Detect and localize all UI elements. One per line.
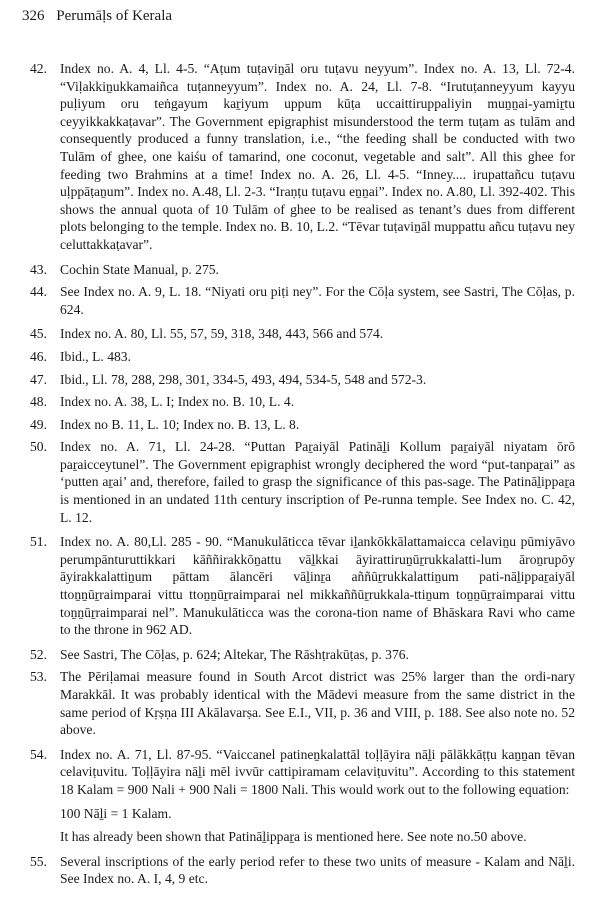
endnote-item: [30, 348, 575, 366]
endnote-text: Index no. A. 80,Ll. 285 - 90. “Manukulāticca tēvar iḻankōkkālattamaicca celaviṉu pūmiyāvo perumpānturuttikkari kāññirakkōṉattu vāḻkkai āyirattiruṉūṟrukkalatti-lum āroṉrupōy āyirakkalattiṉum pāttam ālancēri vāḻinṟa aññūṟrukkalattiṉum pati-nāḻippaṟaiyāl ttoṉṉūṟraimparai vittu ttoṉṉūṟraimparai nel mikkaññūṟrukkala-ttiṉum toṉṉūṟraimparai vittu toṉṉūṟraimparai nel”. Manukulāticca was the corona-tion name of Bhāskara Ravi who came to the throne in 962 AD.: [60, 534, 575, 638]
endnote-text: Ibid., L. 483.: [60, 348, 131, 364]
running-title: Perumāḷs of Kerala: [56, 8, 173, 24]
endnote-item: [30, 533, 575, 639]
endnote-item: [30, 393, 575, 411]
endnote-text: Index no. A. 38, L. I; Index no. B. 10, L. 4.: [60, 394, 295, 410]
endnote-item: [30, 668, 575, 738]
page-number: 326: [22, 8, 45, 24]
endnote-text: See Sastri, The Cōḷas, p. 624; Altekar, The Rāshṭrakūṭas, p. 376.: [60, 646, 409, 662]
endnote-text: Index no B. 11, L. 10; Index no. B. 13, L. 8.: [60, 416, 300, 432]
endnote-text: It has already been shown that Patināḻippaṟa is mentioned here. See note no.50 above.: [60, 829, 527, 845]
endnote-item: [30, 746, 575, 846]
endnote-text: Index no. A. 71, Ll. 24-28. “Puttan Paṟaiyāl Patināḻi Kollum paṟaiyāl niyatam ōrō paṟaicceytunel”. The Government epigraphist wrongly deciphered the word “put-tanpaṟai” as ‘putten aṟai’ and, therefore, failed to grasp the significance of this pas-sage. The Patināḻippaṟa is mentioned in an undated 11th century inscription of Pe-runna temple. See Index no. C. 42, L. 12.: [60, 439, 575, 525]
endnote-number: 49.: [30, 416, 47, 432]
endnote-item: [30, 416, 575, 434]
endnotes-list: [30, 60, 575, 895]
endnote-text: Several inscriptions of the early period refer to these two units of measure - Kalam and Nāḻi. See Index no. A. I, 4, 9 etc.: [60, 853, 575, 887]
endnote-text: Index no. A. 71, Ll. 87-95. “Vaiccanel patineṉkalattāl toḷḷāyira nāḻi pālākkāṭṭu kaṉṉan tēvan celaviṭuvitu. Toḷḷāyira nāḻi mēl ivvūr cattipiramam celaviṭuvitu”. According to this statement 18 Kalam = 900 Nali + 900 Nali = 1800 Nali. This would work out to the following equation:: [60, 746, 575, 797]
endnote-text: Ibid., Ll. 78, 288, 298, 301, 334-5, 493, 494, 534-5, 548 and 572-3.: [60, 371, 427, 387]
endnote-number: 52.: [30, 646, 47, 662]
endnote-text: See Index no. A. 9, L. 18. “Niyati oru piṭi ney”. For the Cōḷa system, see Sastri, The Cōḷas, p. 624.: [60, 284, 575, 317]
endnote-text: 100 Nāḻi = 1 Kalam.: [60, 805, 172, 821]
endnote-item: [30, 261, 575, 279]
endnote-number: 50.: [30, 439, 47, 455]
endnote-number: 55.: [30, 853, 47, 869]
endnote-item: [30, 325, 575, 343]
endnote-item: [30, 371, 575, 389]
endnote-item: [30, 283, 575, 318]
endnote-item: [30, 853, 575, 888]
endnote-text: Index no. A. 80, Ll. 55, 57, 59, 318, 348, 443, 566 and 574.: [60, 326, 384, 342]
endnote-number: 46.: [30, 348, 47, 364]
endnote-number: 43.: [30, 261, 47, 277]
endnote-number: 51.: [30, 534, 47, 550]
endnote-item: [30, 646, 575, 664]
endnote-number: 47.: [30, 371, 47, 387]
endnote-text: Index no. A. 4, Ll. 4-5. “Aṭum tuṭaviṉāl oru tuṭavu neyyum”. Index no. A. 13, Ll. 72-4. “Viḷakkiṉukkamaiñca tuṭanneyyum”. Index no. A. 24, Ll. 7-8. “Irutuṭanneyyum kayyu puḷiyum oru teṅgayum kaṟiyum uppum kūṭa uccaittiruppaliyin muṉṉai-yamiṟtu ceyyikkakkaṭavar”. The Government epigraphist misunderstood the term tuṭam as tulām and consequently produced a funny translation, i.e., “the feeding shall be conducted with two Tulām of ghee, one kaiśu of tamarind, one coconut, vegetable and salt”. All this ghee for feeding two Brahmins at a time! Index no. A. 26, Ll. 4-5. “Inney.... irupattañcu tuṭavu uḷppāṭaṉum”. Index no. A.48, Ll. 2-3. “Iraṇṭu tuṭavu eṉṉai”. Index no. A.80, Ll. 392-402. This shows the annual quota of 10 Tulām of ghee to be realised as tenant’s dues from different plots belonging to the temple. Index no. B. 10, L.2. “Tēvar tuṭaviṉāl muppattu añcu tuṭavu ney celuttakkaṭavar”.: [60, 61, 575, 252]
endnote-number: 48.: [30, 394, 47, 410]
endnote-text: The Pēriḷamai measure found in South Arcot district was 25% larger than the ordi-nary Marakkāl. It was probably identical with the Mādevi measure from the same district in the same period of Kṛṣṇa III Akālavarṣa. See E.I., VII, p. 36 and VIII, p. 188. See also note no. 52 above.: [60, 669, 575, 738]
endnote-number: 53.: [30, 669, 47, 685]
endnote-number: 44.: [30, 284, 47, 300]
endnote-number: 45.: [30, 326, 47, 342]
endnote-item: [30, 60, 575, 254]
endnote-number: 54.: [30, 746, 47, 762]
running-header: [22, 8, 172, 25]
endnote-item: [30, 438, 575, 526]
endnote-text: Cochin State Manual, p. 275.: [60, 261, 219, 277]
endnote-number: 42.: [30, 61, 47, 76]
